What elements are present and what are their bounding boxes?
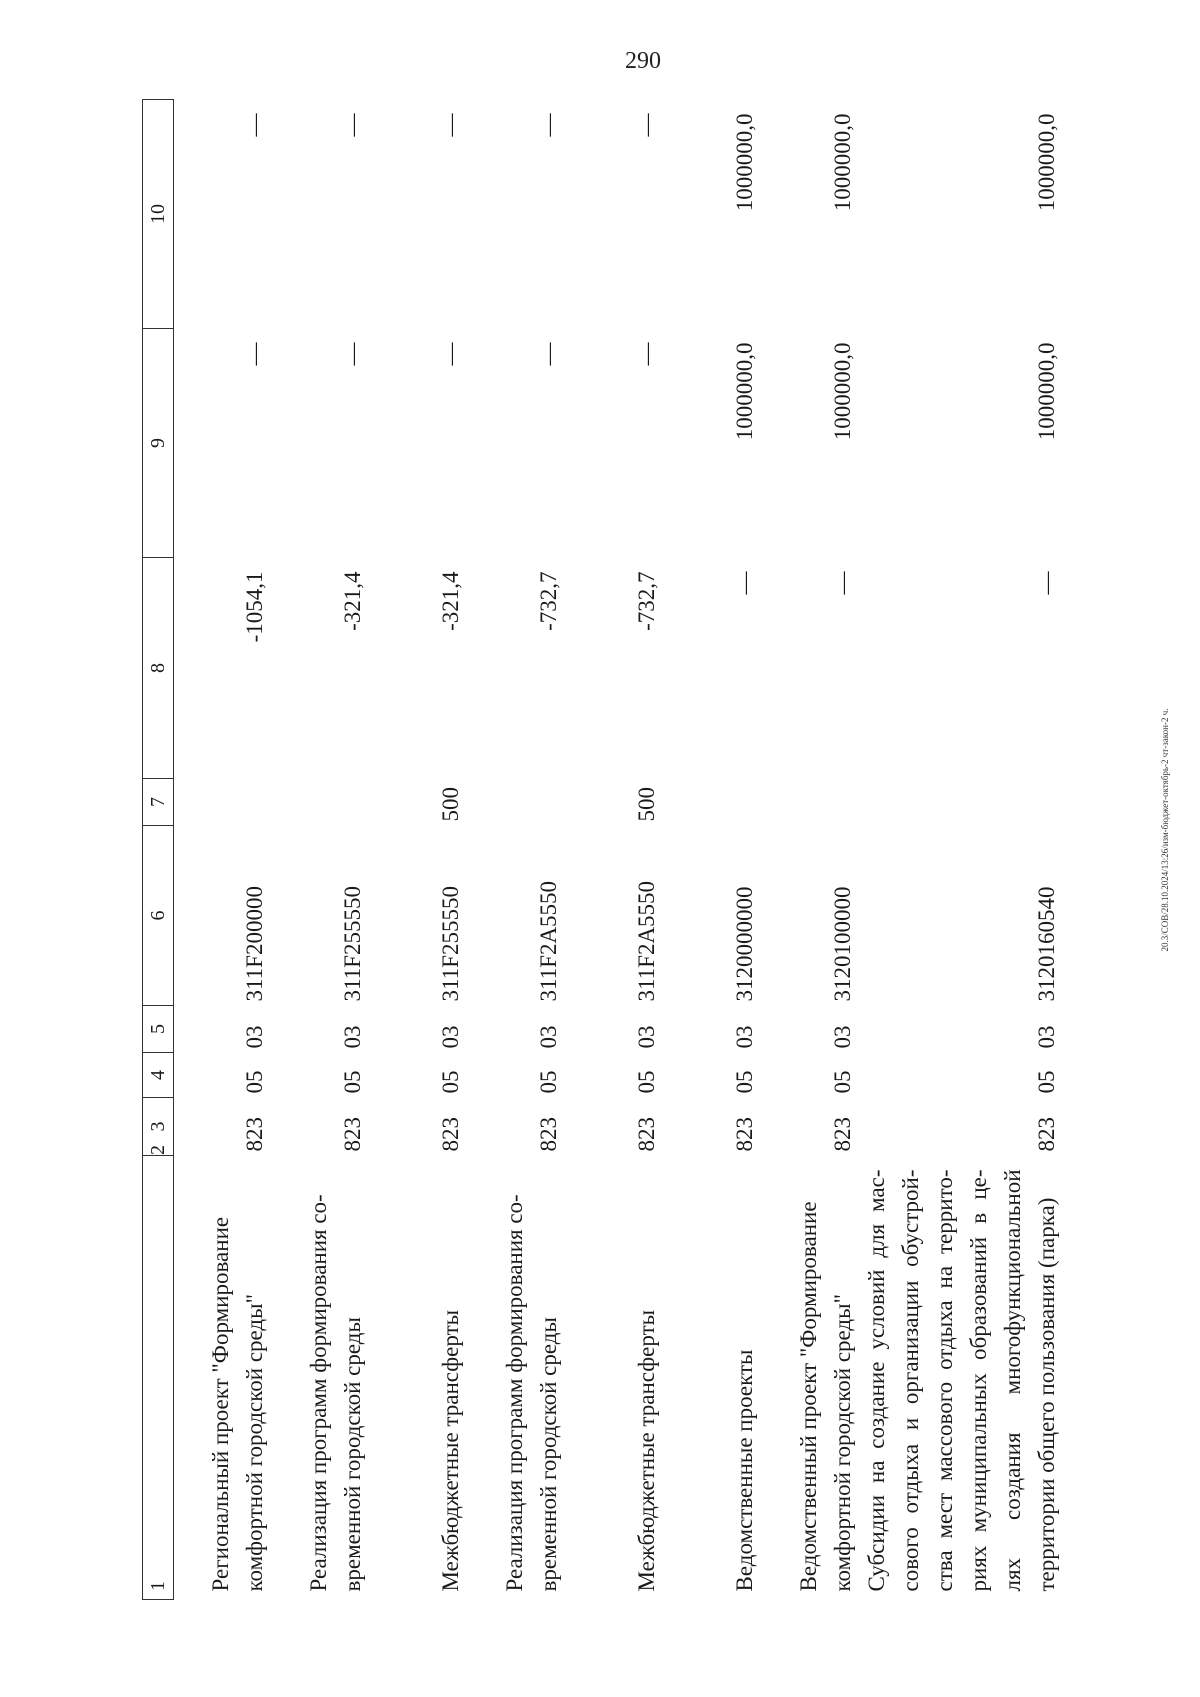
cell-chief-admin: 823	[731, 1117, 757, 1152]
cell-target-article: 3120160540	[1033, 886, 1059, 1002]
cell-amount-col8: -1054,1	[241, 571, 267, 643]
table-row	[468, 100, 566, 1600]
cell-expense-type	[272, 779, 370, 826]
cell-target-article: 3120100000	[829, 886, 855, 1002]
cell-chief-admin: 823	[535, 1117, 561, 1152]
cell-amount-col9: 1000000,0	[731, 342, 757, 441]
cell-subsection: 03	[339, 1025, 365, 1049]
table-row	[174, 100, 272, 1600]
table-row	[370, 100, 468, 1600]
cell-section: 05	[241, 1070, 267, 1094]
cell-amount-col10: —	[339, 113, 365, 137]
cell-amount-col9: 1000000,0	[1033, 342, 1059, 441]
cell-amount-col10: —	[241, 113, 267, 137]
cell-expense-type: 500	[633, 787, 659, 822]
row-name-line: Реализация программ формирования со-	[501, 1194, 527, 1592]
row-name	[174, 1156, 272, 1600]
row-name-line: Реализация программ формирования со-	[305, 1194, 331, 1592]
header-col-8: 8	[143, 558, 174, 779]
cell-chief-admin: 823	[437, 1117, 463, 1152]
row-name-line: Ведомственный проект "Формирование	[795, 1201, 821, 1592]
header-col-9: 9	[143, 329, 174, 558]
budget-table	[142, 99, 1064, 1600]
cell-amount-col9: —	[633, 342, 659, 366]
cell-amount-col8: —	[829, 571, 855, 595]
cell-expense-type	[468, 779, 566, 826]
cell-subsection: 03	[1033, 1025, 1059, 1049]
cell-chief-admin: 823	[633, 1117, 659, 1152]
cell-amount-col8: -321,4	[339, 571, 365, 631]
row-name	[272, 1156, 370, 1600]
row-name-line: временной городской среды	[535, 1317, 561, 1592]
row-name-line: территории общего пользования (парка)	[1033, 1197, 1059, 1592]
row-name-line: лях создания многофункциональной	[999, 1169, 1025, 1592]
header-row: 1 2 3 4 5 6 7 8 9 10	[143, 100, 174, 1600]
row-name	[468, 1156, 566, 1600]
cell-amount-col9: —	[241, 342, 267, 366]
cell-subsection: 03	[829, 1025, 855, 1049]
cell-amount-col9: —	[535, 342, 561, 366]
cell-chief-admin: 823	[339, 1117, 365, 1152]
cell-section: 05	[437, 1070, 463, 1094]
row-name-line: Субсидии на создание условий для мас-	[863, 1169, 889, 1592]
footer-stamp: 20.3/СОВ/28.10.2024/13:26/изм-бюджет-октябрь-2 чт-закон-2 ч.	[1160, 708, 1170, 952]
cell-amount-col8: —	[731, 571, 757, 595]
cell-amount-col8: -732,7	[633, 571, 659, 631]
cell-expense-type	[860, 779, 1064, 826]
table-row	[272, 100, 370, 1600]
cell-section: 05	[731, 1070, 757, 1094]
cell-amount-col9: —	[437, 342, 463, 366]
cell-amount-col9: —	[339, 342, 365, 366]
cell-chief-admin: 823	[1033, 1117, 1059, 1152]
budget-table-rotated	[142, 100, 1072, 1600]
row-name-line: Межбюджетные трансферты	[633, 1309, 659, 1592]
row-name-line: комфортной городской среды"	[829, 1294, 855, 1592]
cell-amount-col10: —	[633, 113, 659, 137]
cell-target-article: 3120000000	[731, 886, 757, 1002]
cell-section: 05	[633, 1070, 659, 1094]
table-row	[664, 100, 762, 1600]
cell-subsection: 03	[241, 1025, 267, 1049]
table-body	[174, 100, 1064, 1600]
cell-target-article: 311F255550	[339, 886, 365, 1002]
cell-target-article: 311F200000	[241, 886, 267, 1002]
cell-expense-type	[174, 779, 272, 826]
row-name-line: сового отдыха и организации обустрой-	[897, 1169, 923, 1592]
table-row	[860, 100, 1064, 1600]
cell-subsection: 03	[437, 1025, 463, 1049]
header-col-1: 1	[143, 1156, 174, 1600]
header-col-3: 3	[143, 1098, 174, 1156]
row-name	[370, 1156, 468, 1600]
cell-section: 05	[1033, 1070, 1059, 1094]
row-name-line: Межбюджетные трансферты	[437, 1309, 463, 1592]
cell-expense-type	[762, 779, 860, 826]
page-number: 290	[625, 48, 661, 74]
cell-subsection: 03	[633, 1025, 659, 1049]
row-name-line: Ведомственные проекты	[731, 1349, 757, 1592]
row-name	[566, 1156, 664, 1600]
header-col-10: 10	[143, 100, 174, 329]
cell-amount-col10: —	[437, 113, 463, 137]
cell-amount-col10: —	[535, 113, 561, 137]
row-name	[664, 1156, 762, 1600]
row-name-line: комфортной городской среды"	[241, 1294, 267, 1592]
cell-amount-col8: -732,7	[535, 571, 561, 631]
cell-target-article: 311F2A5550	[535, 880, 561, 1002]
cell-chief-admin: 823	[829, 1117, 855, 1152]
cell-section: 05	[535, 1070, 561, 1094]
row-name-line: ства мест массового отдыха на террито-	[931, 1169, 957, 1592]
row-name-line: риях муниципальных образований в це-	[965, 1169, 991, 1592]
row-name-line: временной городской среды	[339, 1317, 365, 1592]
cell-subsection: 03	[731, 1025, 757, 1049]
cell-expense-type: 500	[437, 787, 463, 822]
cell-amount-col8: —	[1033, 571, 1059, 595]
table-row	[762, 100, 860, 1600]
cell-amount-col10: 1000000,0	[829, 113, 855, 212]
cell-amount-col8: -321,4	[437, 571, 463, 631]
cell-subsection: 03	[535, 1025, 561, 1049]
cell-amount-col9: 1000000,0	[829, 342, 855, 441]
row-name	[860, 1156, 1064, 1600]
header-col-7: 7	[143, 779, 174, 826]
cell-chief-admin: 823	[241, 1117, 267, 1152]
table-header	[143, 100, 174, 1600]
header-col-6: 6	[143, 826, 174, 1006]
row-name	[762, 1156, 860, 1600]
table-row	[566, 100, 664, 1600]
cell-target-article: 311F2A5550	[633, 880, 659, 1002]
cell-amount-col10: 1000000,0	[1033, 113, 1059, 212]
row-name-line: Региональный проект "Формирование	[207, 1216, 233, 1592]
header-col-5: 5	[143, 1006, 174, 1053]
header-col-4: 4	[143, 1053, 174, 1098]
cell-section: 05	[339, 1070, 365, 1094]
cell-amount-col10: 1000000,0	[731, 113, 757, 212]
cell-section: 05	[829, 1070, 855, 1094]
cell-expense-type	[664, 779, 762, 826]
cell-target-article: 311F255550	[437, 886, 463, 1002]
